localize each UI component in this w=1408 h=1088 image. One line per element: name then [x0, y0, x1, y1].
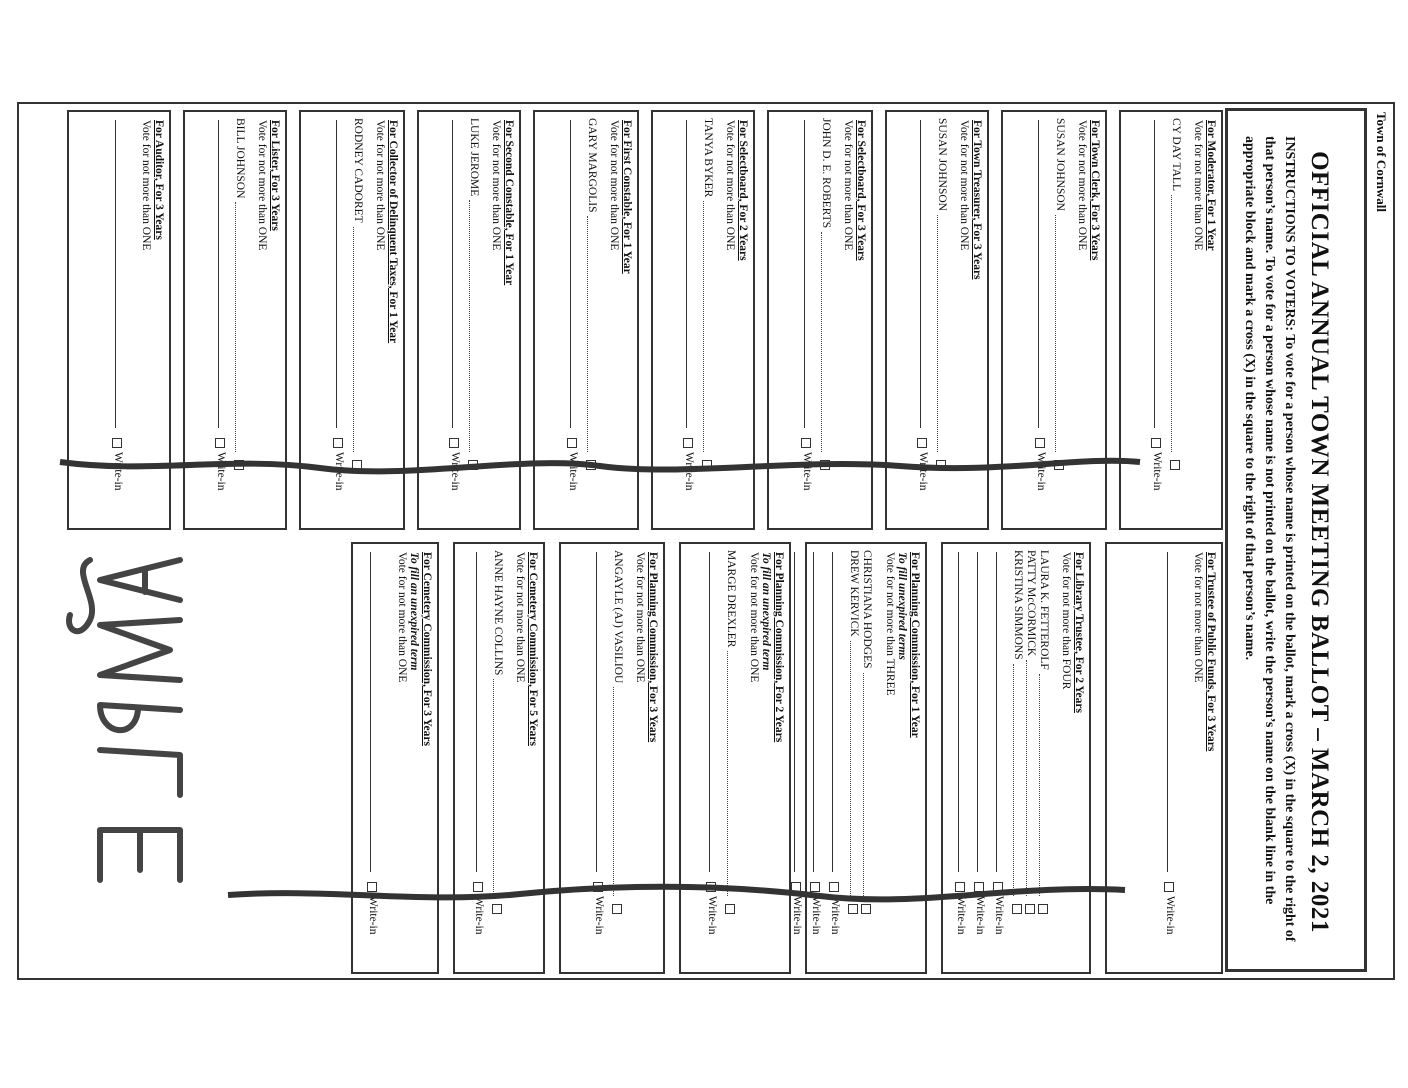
write-in-label: Write-in: [567, 452, 579, 491]
candidate-name: GARY MARGOLIS: [586, 118, 598, 213]
write-in-label: Write-in: [367, 896, 380, 935]
race-title: For Collector of Delinquent Taxes, For 1 Year: [387, 120, 399, 344]
race-title: For Auditor, For 3 Years: [153, 120, 165, 240]
race-title: For Town Clerk, For 3 Years: [1089, 120, 1101, 261]
race-title: For Lister, For 3 Years: [269, 120, 281, 231]
candidate-row: [702, 118, 715, 452]
write-in-line[interactable]: [795, 552, 796, 872]
write-in-line[interactable]: [570, 120, 571, 428]
leader-dots: [704, 201, 705, 452]
candidate-row: [820, 118, 833, 452]
write-in-checkbox[interactable]: [593, 882, 603, 892]
race-vote-limit: Vote for not more than ONE: [842, 120, 855, 251]
write-in-checkbox[interactable]: [368, 882, 378, 892]
race-vote-limit: Vote for not more than ONE: [958, 120, 971, 251]
watermark-stroke-s: [69, 560, 92, 631]
leader-dots: [850, 641, 851, 896]
leader-dots: [236, 202, 237, 452]
candidate-checkbox[interactable]: [820, 460, 830, 470]
candidate-name: MARGE DREXLER: [725, 550, 738, 648]
race-note: To fill unexpired terms: [896, 552, 909, 660]
write-in-checkbox[interactable]: [1035, 438, 1045, 448]
race-title: For Planning Commission, For 1 Year: [909, 552, 921, 738]
candidate-row: [1170, 118, 1183, 452]
leader-dots: [1172, 195, 1173, 452]
candidate-checkbox[interactable]: [726, 904, 736, 914]
write-in-label: Write-in: [1151, 452, 1163, 491]
race-vote-limit: Vote for not more than ONE: [140, 120, 153, 251]
watermark-stroke-l: [100, 750, 180, 795]
candidate-name: KRISTINA SIMMONS: [1012, 550, 1024, 660]
candidate-row: [861, 550, 874, 896]
candidate-name: BILL JOHNSON: [234, 118, 246, 199]
sample-watermark: [60, 540, 210, 950]
write-in-checkbox[interactable]: [1164, 882, 1174, 892]
write-in-label: Write-in: [791, 896, 804, 935]
write-in-checkbox[interactable]: [801, 438, 811, 448]
write-in-line[interactable]: [371, 552, 372, 872]
write-in-checkbox[interactable]: [792, 882, 802, 892]
write-in-line[interactable]: [452, 120, 453, 428]
race-box: [533, 110, 639, 530]
race-box: [351, 542, 439, 974]
write-in-label: Write-in: [449, 452, 461, 491]
candidate-checkbox[interactable]: [612, 904, 622, 914]
candidate-checkbox[interactable]: [234, 460, 244, 470]
candidate-row: [352, 118, 365, 452]
write-in-checkbox[interactable]: [811, 882, 821, 892]
leader-dots: [1027, 660, 1028, 896]
leader-dots: [354, 227, 355, 452]
leader-dots: [1040, 674, 1041, 896]
candidate-checkbox[interactable]: [1054, 460, 1064, 470]
race-vote-limit: Vote for not more than ONE: [396, 552, 408, 683]
race-box: [1105, 542, 1223, 974]
write-in-label: Write-in: [810, 896, 823, 935]
race-vote-limit: Vote for not more than THREE: [884, 552, 896, 696]
race-vote-limit: Vote for not more than ONE: [374, 120, 387, 251]
write-in-line[interactable]: [596, 552, 597, 872]
write-in-checkbox[interactable]: [449, 438, 459, 448]
leader-dots: [470, 200, 471, 452]
race-title: For Trustee of Public Funds, For 3 Years: [1205, 552, 1217, 752]
write-in-checkbox[interactable]: [1151, 438, 1161, 448]
ballot-sheet: [15, 102, 1395, 982]
write-in-line[interactable]: [686, 120, 687, 428]
candidate-checkbox[interactable]: [702, 460, 712, 470]
candidate-checkbox[interactable]: [862, 904, 872, 914]
race-vote-limit: Vote for not more than FOUR: [1060, 552, 1073, 690]
race-vote-limit: Vote for not more than ONE: [1192, 120, 1205, 251]
candidate-row: [234, 118, 247, 452]
race-box: [941, 542, 1091, 974]
race-title: For First Constable, For 1 Year: [621, 120, 633, 274]
leader-dots: [1014, 664, 1015, 896]
race-box: [651, 110, 755, 530]
watermark-stroke-e: [100, 830, 180, 880]
race-vote-limit: Vote for not more than ONE: [748, 552, 760, 683]
candidate-name: PATTY McCORMICK: [1025, 550, 1037, 657]
race-vote-limit: Vote for not more than ONE: [1192, 552, 1205, 683]
candidate-row: [492, 550, 505, 896]
race-box: [791, 542, 927, 974]
race-vote-limit: Vote for not more than ONE: [634, 552, 647, 683]
write-in-checkbox[interactable]: [974, 882, 984, 892]
write-in-label: Write-in: [112, 452, 124, 491]
candidate-name: RODNEY CADORET: [352, 118, 364, 223]
race-note: To fill an unexpired term: [760, 552, 773, 671]
write-in-line[interactable]: [920, 120, 921, 428]
candidate-name: SUSAN JOHNSON: [1054, 118, 1066, 211]
race-box: [417, 110, 521, 530]
race-title: For Planning Commission, For 3 Years: [647, 552, 659, 743]
candidate-row: [586, 118, 599, 452]
race-box: [885, 110, 989, 530]
candidate-checkbox[interactable]: [1170, 460, 1180, 470]
leader-dots: [588, 216, 589, 452]
leader-dots: [727, 651, 728, 896]
race-box: [1001, 110, 1107, 530]
watermark-stroke-p: [100, 705, 180, 730]
candidate-row: [1012, 550, 1025, 896]
candidate-name: JOHN D. E. ROBERTS: [820, 118, 832, 229]
candidate-name: ANGAYLE (AJ) VASILIOU: [612, 550, 624, 684]
race-title: For Selectboard, For 2 Years: [737, 120, 749, 261]
write-in-label: Write-in: [829, 896, 842, 935]
candidate-name: LUKE JEROME: [468, 118, 480, 197]
race-title: For Town Treasurer, For 3 Years: [971, 120, 983, 280]
candidate-row: [612, 550, 625, 896]
write-in-line[interactable]: [476, 552, 477, 872]
candidate-row: [1025, 550, 1038, 896]
candidate-name: SUSAN JOHNSON: [936, 118, 948, 211]
race-vote-limit: Vote for not more than ONE: [514, 552, 527, 683]
candidate-checkbox[interactable]: [849, 904, 859, 914]
watermark-stroke-m: [100, 620, 180, 680]
race-title: For Second Constable, For 1 Year: [503, 120, 515, 286]
race-vote-limit: Vote for not more than ONE: [256, 120, 269, 251]
write-in-checkbox[interactable]: [473, 882, 483, 892]
write-in-label: Write-in: [683, 452, 695, 491]
voter-instructions: INSTRUCTIONS TO VOTERS: To vote for a person whose name is printed on the ballot, mark a cross (X) in the square to the right of that person’s name. To vote for a person whose name is not printed on the ballot, write the person’s name on the blank line in the appropriate block and mark a cross (X) in the square to the right of that person’s name.: [1242, 136, 1297, 942]
race-title: For Cemetery Commission, For 3 Years: [421, 552, 433, 746]
write-in-line[interactable]: [804, 120, 805, 428]
leader-dots: [494, 679, 495, 896]
race-box: [67, 110, 171, 530]
write-in-checkbox[interactable]: [333, 438, 343, 448]
candidate-row: [468, 118, 481, 452]
race-vote-limit: Vote for not more than ONE: [608, 120, 621, 251]
race-vote-limit: Vote for not more than ONE: [724, 120, 737, 251]
leader-dots: [1056, 215, 1057, 452]
race-box: [453, 542, 545, 974]
write-in-line[interactable]: [115, 120, 116, 428]
race-title: For Library Trustee, For 2 Years: [1073, 552, 1085, 713]
write-in-label: Write-in: [974, 896, 986, 935]
watermark-stroke-a: [100, 560, 180, 600]
write-in-line[interactable]: [977, 552, 978, 872]
race-box: [679, 542, 791, 974]
write-in-checkbox[interactable]: [830, 882, 840, 892]
candidate-row: [1054, 118, 1067, 452]
race-box: [183, 110, 287, 530]
candidate-checkbox[interactable]: [1038, 904, 1048, 914]
candidate-name: CHRISTIANA HODGES: [861, 550, 874, 669]
race-title: For Selectboard, For 3 Years: [855, 120, 867, 261]
race-note: To fill an unexpired term: [408, 552, 421, 671]
write-in-label: Write-in: [955, 896, 967, 935]
candidate-checkbox[interactable]: [352, 460, 362, 470]
write-in-line[interactable]: [1154, 120, 1155, 428]
write-in-label: Write-in: [706, 896, 719, 935]
write-in-checkbox[interactable]: [112, 438, 122, 448]
candidate-row: [1038, 550, 1051, 896]
write-in-line[interactable]: [958, 552, 959, 872]
write-in-label: Write-in: [801, 452, 813, 491]
candidate-name: CY DAY TALL: [1170, 118, 1182, 191]
race-vote-limit: Vote for not more than ONE: [1076, 120, 1089, 251]
write-in-label: Write-in: [593, 896, 605, 935]
candidate-name: ANNE HAYNE COLLINS: [492, 550, 504, 676]
write-in-label: Write-in: [1164, 896, 1176, 935]
write-in-label: Write-in: [473, 896, 485, 935]
race-title: For Moderator, For 1 Year: [1205, 120, 1217, 251]
race-title: For Planning Commission, For 2 Years: [773, 552, 785, 743]
candidate-checkbox[interactable]: [468, 460, 478, 470]
candidate-name: TANYA BYKER: [702, 118, 714, 198]
write-in-checkbox[interactable]: [683, 438, 693, 448]
write-in-checkbox[interactable]: [567, 438, 577, 448]
write-in-line[interactable]: [218, 120, 219, 428]
candidate-checkbox[interactable]: [492, 904, 502, 914]
candidate-checkbox[interactable]: [936, 460, 946, 470]
race-box: [767, 110, 873, 530]
write-in-line[interactable]: [336, 120, 337, 428]
candidate-checkbox[interactable]: [1025, 904, 1035, 914]
write-in-label: Write-in: [333, 452, 345, 491]
write-in-checkbox[interactable]: [993, 882, 1003, 892]
write-in-line[interactable]: [710, 552, 711, 872]
write-in-label: Write-in: [215, 452, 227, 491]
town-name: Town of Cornwall: [1374, 112, 1389, 212]
write-in-label: Write-in: [1035, 452, 1047, 491]
leader-dots: [614, 687, 615, 896]
race-box: [559, 542, 665, 974]
candidate-checkbox[interactable]: [586, 460, 596, 470]
candidate-row: [936, 118, 949, 452]
write-in-label: Write-in: [917, 452, 929, 491]
race-title: For Cemetery Commission, For 5 Years: [527, 552, 539, 746]
candidate-row: [848, 550, 861, 896]
write-in-checkbox[interactable]: [707, 882, 717, 892]
write-in-label: Write-in: [993, 896, 1005, 935]
candidate-name: LAURA K. FETTEROLF: [1038, 550, 1050, 670]
ballot-title: OFFICIAL ANNUAL TOWN MEETING BALLOT – MARCH 2, 2021: [1306, 151, 1333, 933]
write-in-line[interactable]: [1167, 552, 1168, 872]
race-vote-limit: Vote for not more than ONE: [490, 120, 503, 251]
leader-dots: [822, 232, 823, 452]
write-in-line[interactable]: [996, 552, 997, 872]
leader-dots: [863, 673, 864, 896]
write-in-line[interactable]: [833, 552, 834, 872]
write-in-checkbox[interactable]: [215, 438, 225, 448]
race-box: [299, 110, 405, 530]
race-box: [1119, 110, 1223, 530]
write-in-checkbox[interactable]: [917, 438, 927, 448]
write-in-line[interactable]: [814, 552, 815, 872]
write-in-line[interactable]: [1038, 120, 1039, 428]
candidate-row: [725, 550, 738, 896]
leader-dots: [938, 215, 939, 452]
candidate-checkbox[interactable]: [1012, 904, 1022, 914]
write-in-checkbox[interactable]: [955, 882, 965, 892]
candidate-name: DREW KERVICK: [848, 550, 861, 637]
